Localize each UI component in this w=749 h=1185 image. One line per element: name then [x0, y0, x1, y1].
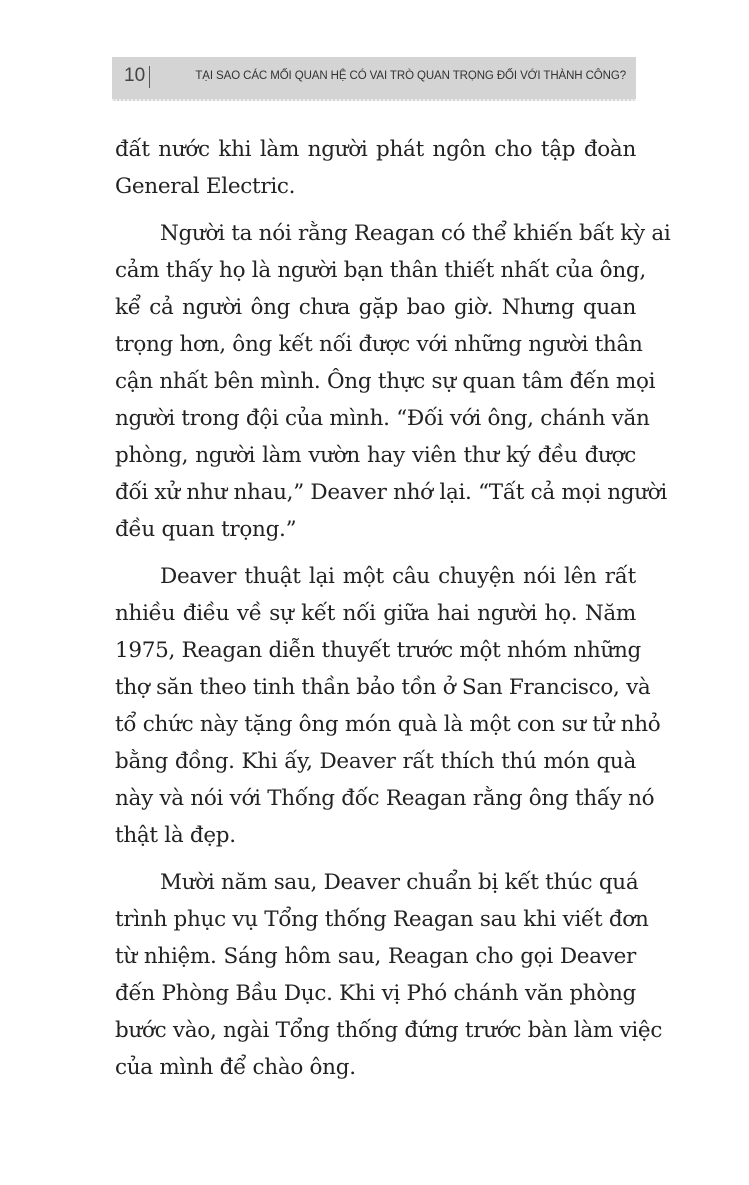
- paragraph: [115, 131, 636, 205]
- text-line: Deaver thuật lại một câu chuyện nói lên rất: [160, 564, 636, 589]
- text-line: đối xử như nhau,” Deaver nhớ lại. “Tất cả mọi người: [115, 480, 667, 505]
- text-line: General Electric.: [115, 174, 296, 199]
- text-line: này và nói với Thống đốc Reagan rằng ông thấy nó: [115, 786, 655, 811]
- text-line: thật là đẹp.: [115, 823, 236, 848]
- text-line: thợ săn theo tinh thần bảo tồn ở San Francisco, và: [115, 675, 651, 700]
- text-line: đều quan trọng.”: [115, 517, 297, 542]
- running-header: [112, 57, 636, 101]
- text-line: người trong đội của mình. “Đối với ông, chánh văn: [115, 406, 650, 431]
- header-divider: [149, 66, 150, 88]
- text-line: nhiều điều về sự kết nối giữa hai người họ. Năm: [115, 601, 636, 626]
- text-line: bằng đồng. Khi ấy, Deaver rất thích thú món quà: [115, 749, 636, 774]
- paragraph: [115, 215, 671, 548]
- paragraph: [115, 864, 663, 1086]
- text-line: cảm thấy họ là người bạn thân thiết nhất của ông,: [115, 258, 646, 283]
- text-line: Mười năm sau, Deaver chuẩn bị kết thúc quá: [160, 870, 639, 895]
- text-line: phòng, người làm vườn hay viên thư ký đều được: [115, 443, 636, 468]
- text-line: tổ chức này tặng ông món quà là một con sư tử nhỏ: [115, 712, 661, 737]
- page-body: [115, 131, 671, 1096]
- text-line: cận nhất bên mình. Ông thực sự quan tâm đến mọi: [115, 369, 656, 394]
- text-line: đất nước khi làm người phát ngôn cho tập đoàn: [115, 137, 636, 162]
- text-line: kể cả người ông chưa gặp bao giờ. Nhưng quan: [115, 295, 636, 320]
- text-line: đến Phòng Bầu Dục. Khi vị Phó chánh văn phòng: [115, 981, 636, 1006]
- text-line: bước vào, ngài Tổng thống đứng trước bàn làm việc: [115, 1018, 663, 1043]
- text-line: Người ta nói rằng Reagan có thể khiến bất kỳ ai: [160, 221, 671, 246]
- text-line: của mình để chào ông.: [115, 1055, 356, 1080]
- text-line: 1975, Reagan diễn thuyết trước một nhóm những: [115, 638, 642, 663]
- text-line: trọng hơn, ông kết nối được với những người thân: [115, 332, 643, 357]
- text-line: từ nhiệm. Sáng hôm sau, Reagan cho gọi Deaver: [115, 944, 636, 969]
- page-number: 10: [124, 65, 146, 86]
- chapter-title: TẠI SAO CÁC MỐI QUAN HỆ CÓ VAI TRÒ QUAN TRỌNG ĐỐI VỚI THÀNH CÔNG?: [195, 70, 626, 82]
- text-line: trình phục vụ Tổng thống Reagan sau khi viết đơn: [115, 907, 649, 932]
- paragraph: [115, 558, 661, 854]
